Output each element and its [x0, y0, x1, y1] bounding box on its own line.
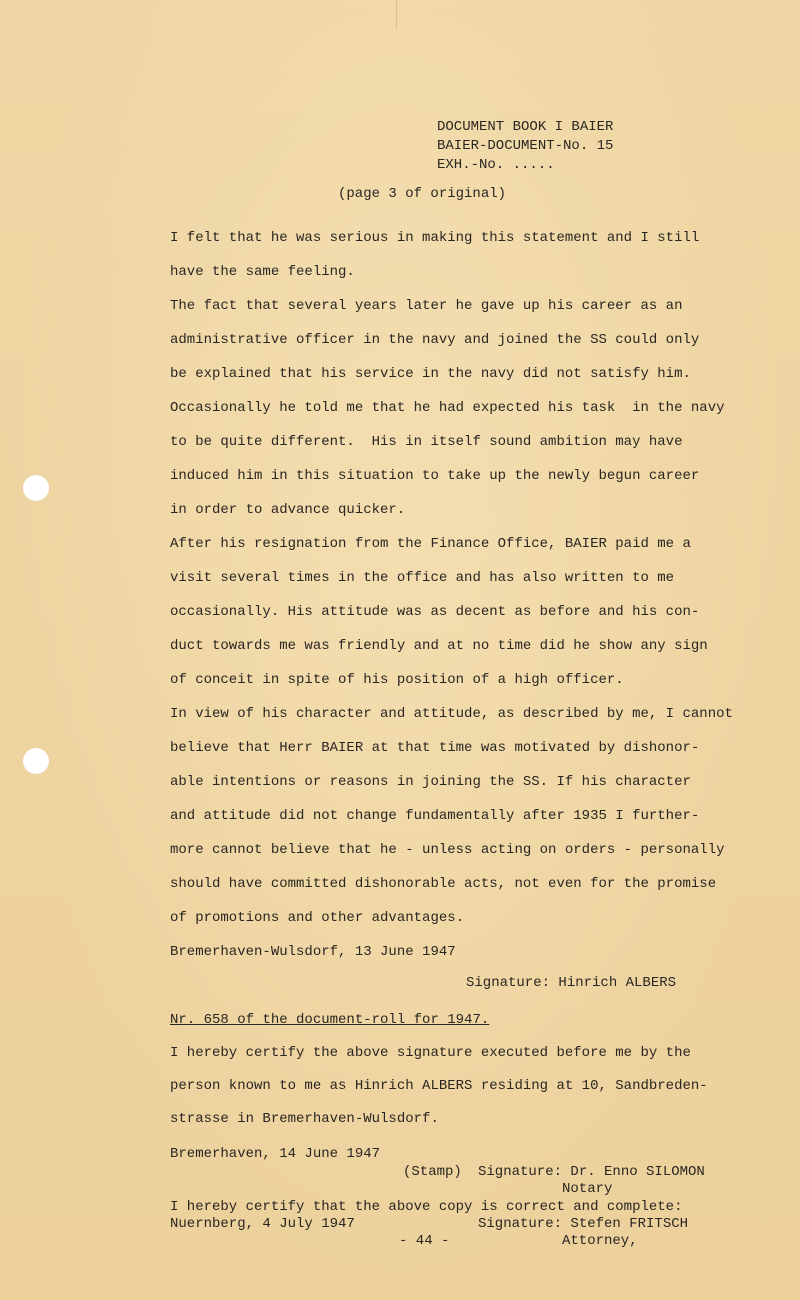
paragraph-line: of promotions and other advantages. [170, 910, 465, 926]
paragraph-line: should have committed dishonorable acts, not even for the promise [170, 876, 717, 892]
place-date-line: Bremerhaven-Wulsdorf, 13 June 1947 [170, 944, 456, 960]
paragraph-line: duct towards me was friendly and at no time did he show any sign [170, 638, 708, 654]
notary-place-date: Bremerhaven, 14 June 1947 [170, 1146, 381, 1162]
fold-line [396, 0, 397, 30]
paragraph-line: I felt that he was serious in making this statement and I still [170, 230, 700, 246]
paragraph-line: have the same feeling. [170, 264, 355, 280]
page-number: - 44 - [399, 1233, 450, 1249]
paragraph-line: Occasionally he told me that he had expected his task in the navy [170, 400, 725, 416]
header-line-1: DOCUMENT BOOK I BAIER [437, 119, 614, 135]
paragraph-line: In view of his character and attitude, as described by me, I cannot [170, 706, 733, 722]
paragraph-line: to be quite different. His in itself sound ambition may have [170, 434, 683, 450]
paragraph-line: After his resignation from the Finance Office, BAIER paid me a [170, 536, 691, 552]
paragraph-line: believe that Herr BAIER at that time was motivated by dishonor- [170, 740, 700, 756]
notary-title: Notary [562, 1181, 613, 1197]
copy-certify: I hereby certify that the above copy is correct and complete: [170, 1199, 683, 1215]
paragraph-line: occasionally. His attitude was as decent as before and his con- [170, 604, 700, 620]
paragraph-line: be explained that his service in the navy did not satisfy him. [170, 366, 691, 382]
paragraph-line: The fact that several years later he gave up his career as an [170, 298, 683, 314]
paragraph-line: visit several times in the office and has also written to me [170, 570, 675, 586]
certify-line: I hereby certify the above signature executed before me by the [170, 1045, 691, 1061]
attorney-signature: Signature: Stefen FRITSCH [478, 1216, 689, 1232]
paragraph-line: induced him in this situation to take up the newly begun career [170, 468, 700, 484]
page-note: (page 3 of original) [338, 186, 507, 202]
paragraph-line: and attitude did not change fundamentally after 1935 I further- [170, 808, 700, 824]
certify-line: person known to me as Hinrich ALBERS residing at 10, Sandbreden- [170, 1078, 708, 1094]
header-line-2: BAIER-DOCUMENT-No. 15 [437, 138, 614, 154]
stamp-note: (Stamp) [403, 1164, 462, 1180]
punch-hole [23, 475, 49, 501]
certify-line: strasse in Bremerhaven-Wulsdorf. [170, 1111, 439, 1127]
punch-hole [23, 748, 49, 774]
attorney-title: Attorney, [562, 1233, 638, 1249]
notary-signature: Signature: Dr. Enno SILOMON [478, 1164, 705, 1180]
document-roll-number: Nr. 658 of the document-roll for 1947. [170, 1012, 490, 1028]
signature-albers: Signature: Hinrich ALBERS [466, 975, 677, 991]
paragraph-line: in order to advance quicker. [170, 502, 406, 518]
header-line-3: EXH.-No. ..... [437, 157, 555, 173]
paragraph-line: administrative officer in the navy and joined the SS could only [170, 332, 700, 348]
paragraph-line: of conceit in spite of his position of a high officer. [170, 672, 624, 688]
paragraph-line: more cannot believe that he - unless acting on orders - personally [170, 842, 725, 858]
paragraph-line: able intentions or reasons in joining the SS. If his character [170, 774, 691, 790]
document-header [437, 118, 613, 175]
copy-place-date: Nuernberg, 4 July 1947 [170, 1216, 355, 1232]
